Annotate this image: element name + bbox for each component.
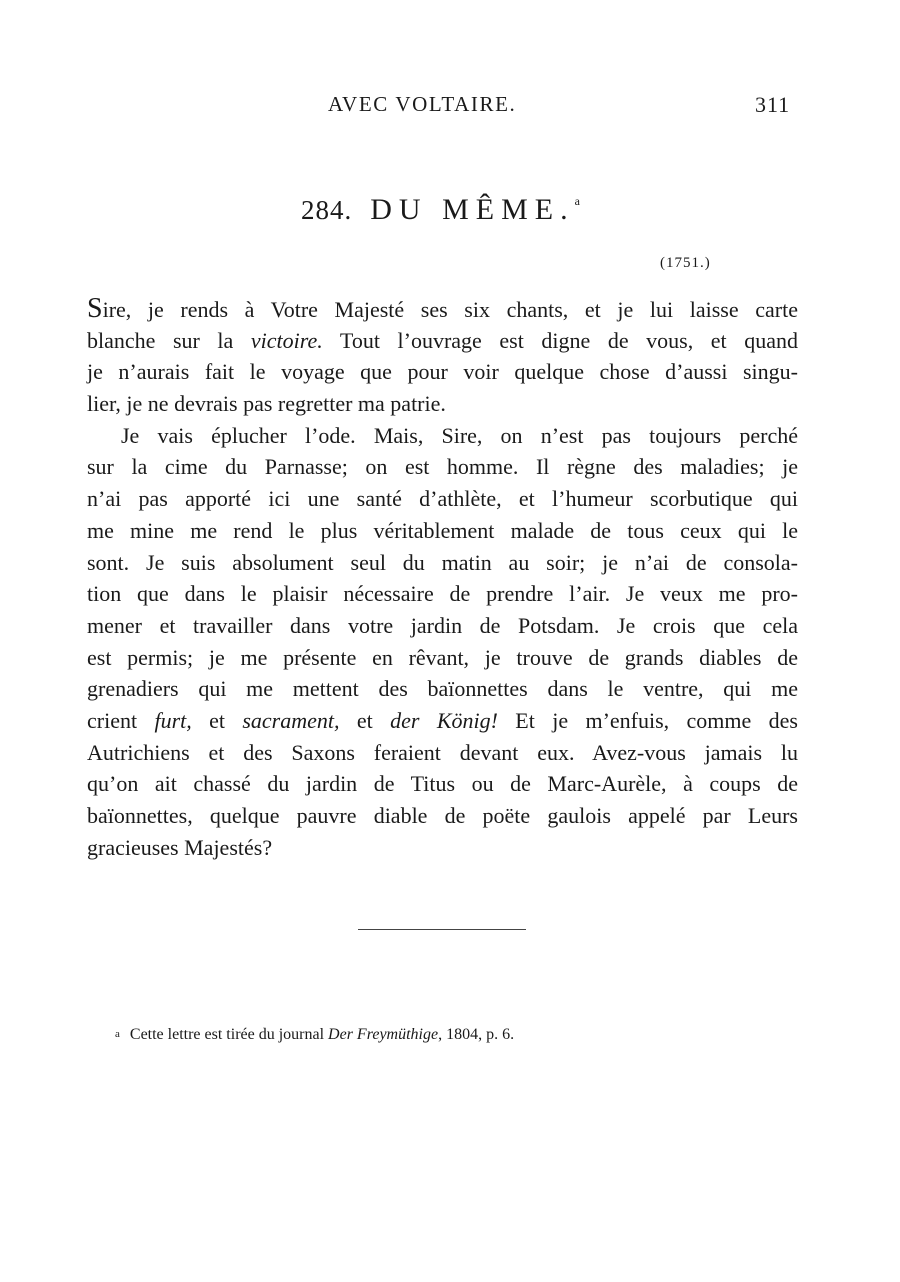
- italic-text: sacrament,: [242, 707, 340, 733]
- text-line: [87, 705, 798, 737]
- text-run: n’ai pas apporté ici une santé d’athlète, et l’humeur scorbutique qui: [87, 486, 798, 512]
- text-line: [87, 483, 798, 515]
- text-run: gracieuses Majestés?: [87, 834, 273, 860]
- text-line: [87, 737, 798, 769]
- footnote-text-before: Cette lettre est tirée du journal: [129, 1026, 329, 1043]
- text-line: [87, 673, 798, 705]
- text-run: sont. Je suis absolument seul du matin au soir; je n’ai de consola-: [87, 549, 798, 575]
- text-run: mener et travailler dans votre jardin de Potsdam. Je crois que cela: [87, 612, 798, 638]
- text-line: [87, 293, 798, 325]
- paragraph: [87, 420, 798, 864]
- letter-title: DU MÊME.: [370, 193, 575, 226]
- italic-text: victoire.: [250, 327, 323, 353]
- text-run: qu’on ait chassé du jardin de Titus ou de Marc-Aurèle, à coups de: [87, 771, 798, 797]
- letter-number: 284.: [301, 195, 353, 225]
- footnote-text-after: , 1804, p. 6.: [438, 1026, 515, 1043]
- text-line: [87, 832, 798, 864]
- text-line: [87, 451, 798, 483]
- initial-letter: S: [87, 293, 103, 324]
- page-number: 311: [755, 92, 791, 117]
- text-run: et: [191, 707, 243, 733]
- text-line: [87, 515, 798, 547]
- text-line: [87, 578, 798, 610]
- text-run: lier, je ne devrais pas regretter ma patrie.: [87, 391, 446, 417]
- letter-date: (1751.): [660, 255, 711, 271]
- running-head: [0, 92, 900, 122]
- text-run: Tout l’ouvrage est digne de vous, et quand: [322, 327, 798, 353]
- letter-body: [87, 293, 798, 863]
- italic-text: furt,: [154, 707, 192, 733]
- text-run: blanche sur la: [87, 327, 251, 353]
- text-line: [87, 388, 798, 420]
- text-line: [87, 325, 798, 357]
- text-run: tion que dans le plaisir nécessaire de prendre l’air. Je veux me pro-: [87, 581, 798, 607]
- text-line: [87, 356, 798, 388]
- text-run: Je vais éplucher l’ode. Mais, Sire, on n’est pas toujours perché: [121, 422, 798, 448]
- text-run: je n’aurais fait le voyage que pour voir quelque chose d’aussi singu-: [87, 359, 798, 385]
- running-title: AVEC VOLTAIRE.: [328, 92, 517, 116]
- text-run: Et je m’enfuis, comme des: [497, 707, 798, 733]
- footnote: [115, 1026, 514, 1044]
- text-line: [87, 642, 798, 674]
- text-run: Autrichiens et des Saxons feraient devant eux. Avez-vous jamais lu: [87, 739, 798, 765]
- text-run: et: [339, 707, 391, 733]
- text-run: grenadiers qui me mettent des baïonnettes dans le ventre, qui me: [87, 676, 798, 702]
- text-run: est permis; je me présente en rêvant, je trouve de grands diables de: [87, 644, 798, 670]
- footnote-journal-title: Der Freymüthige: [328, 1026, 439, 1043]
- text-line: [87, 800, 798, 832]
- text-line: [87, 768, 798, 800]
- paragraph: [87, 293, 798, 420]
- footnote-reference: a: [574, 194, 580, 208]
- text-line: [87, 420, 798, 452]
- text-line: [87, 547, 798, 579]
- text-run: ire, je rends à Votre Majesté ses six chants, et je lui laisse carte: [102, 297, 798, 322]
- footnote-mark: a: [115, 1028, 120, 1040]
- text-run: sur la cime du Parnasse; on est homme. Il règne des maladies; je: [87, 454, 798, 480]
- text-run: me mine me rend le plus véritablement malade de tous ceux qui le: [87, 517, 798, 543]
- footnote-divider: [358, 929, 526, 930]
- text-line: [87, 610, 798, 642]
- italic-text: der König!: [390, 707, 498, 733]
- text-run: crient: [87, 707, 155, 733]
- text-run: baïonnettes, quelque pauvre diable de poëte gaulois appelé par Leurs: [87, 803, 798, 828]
